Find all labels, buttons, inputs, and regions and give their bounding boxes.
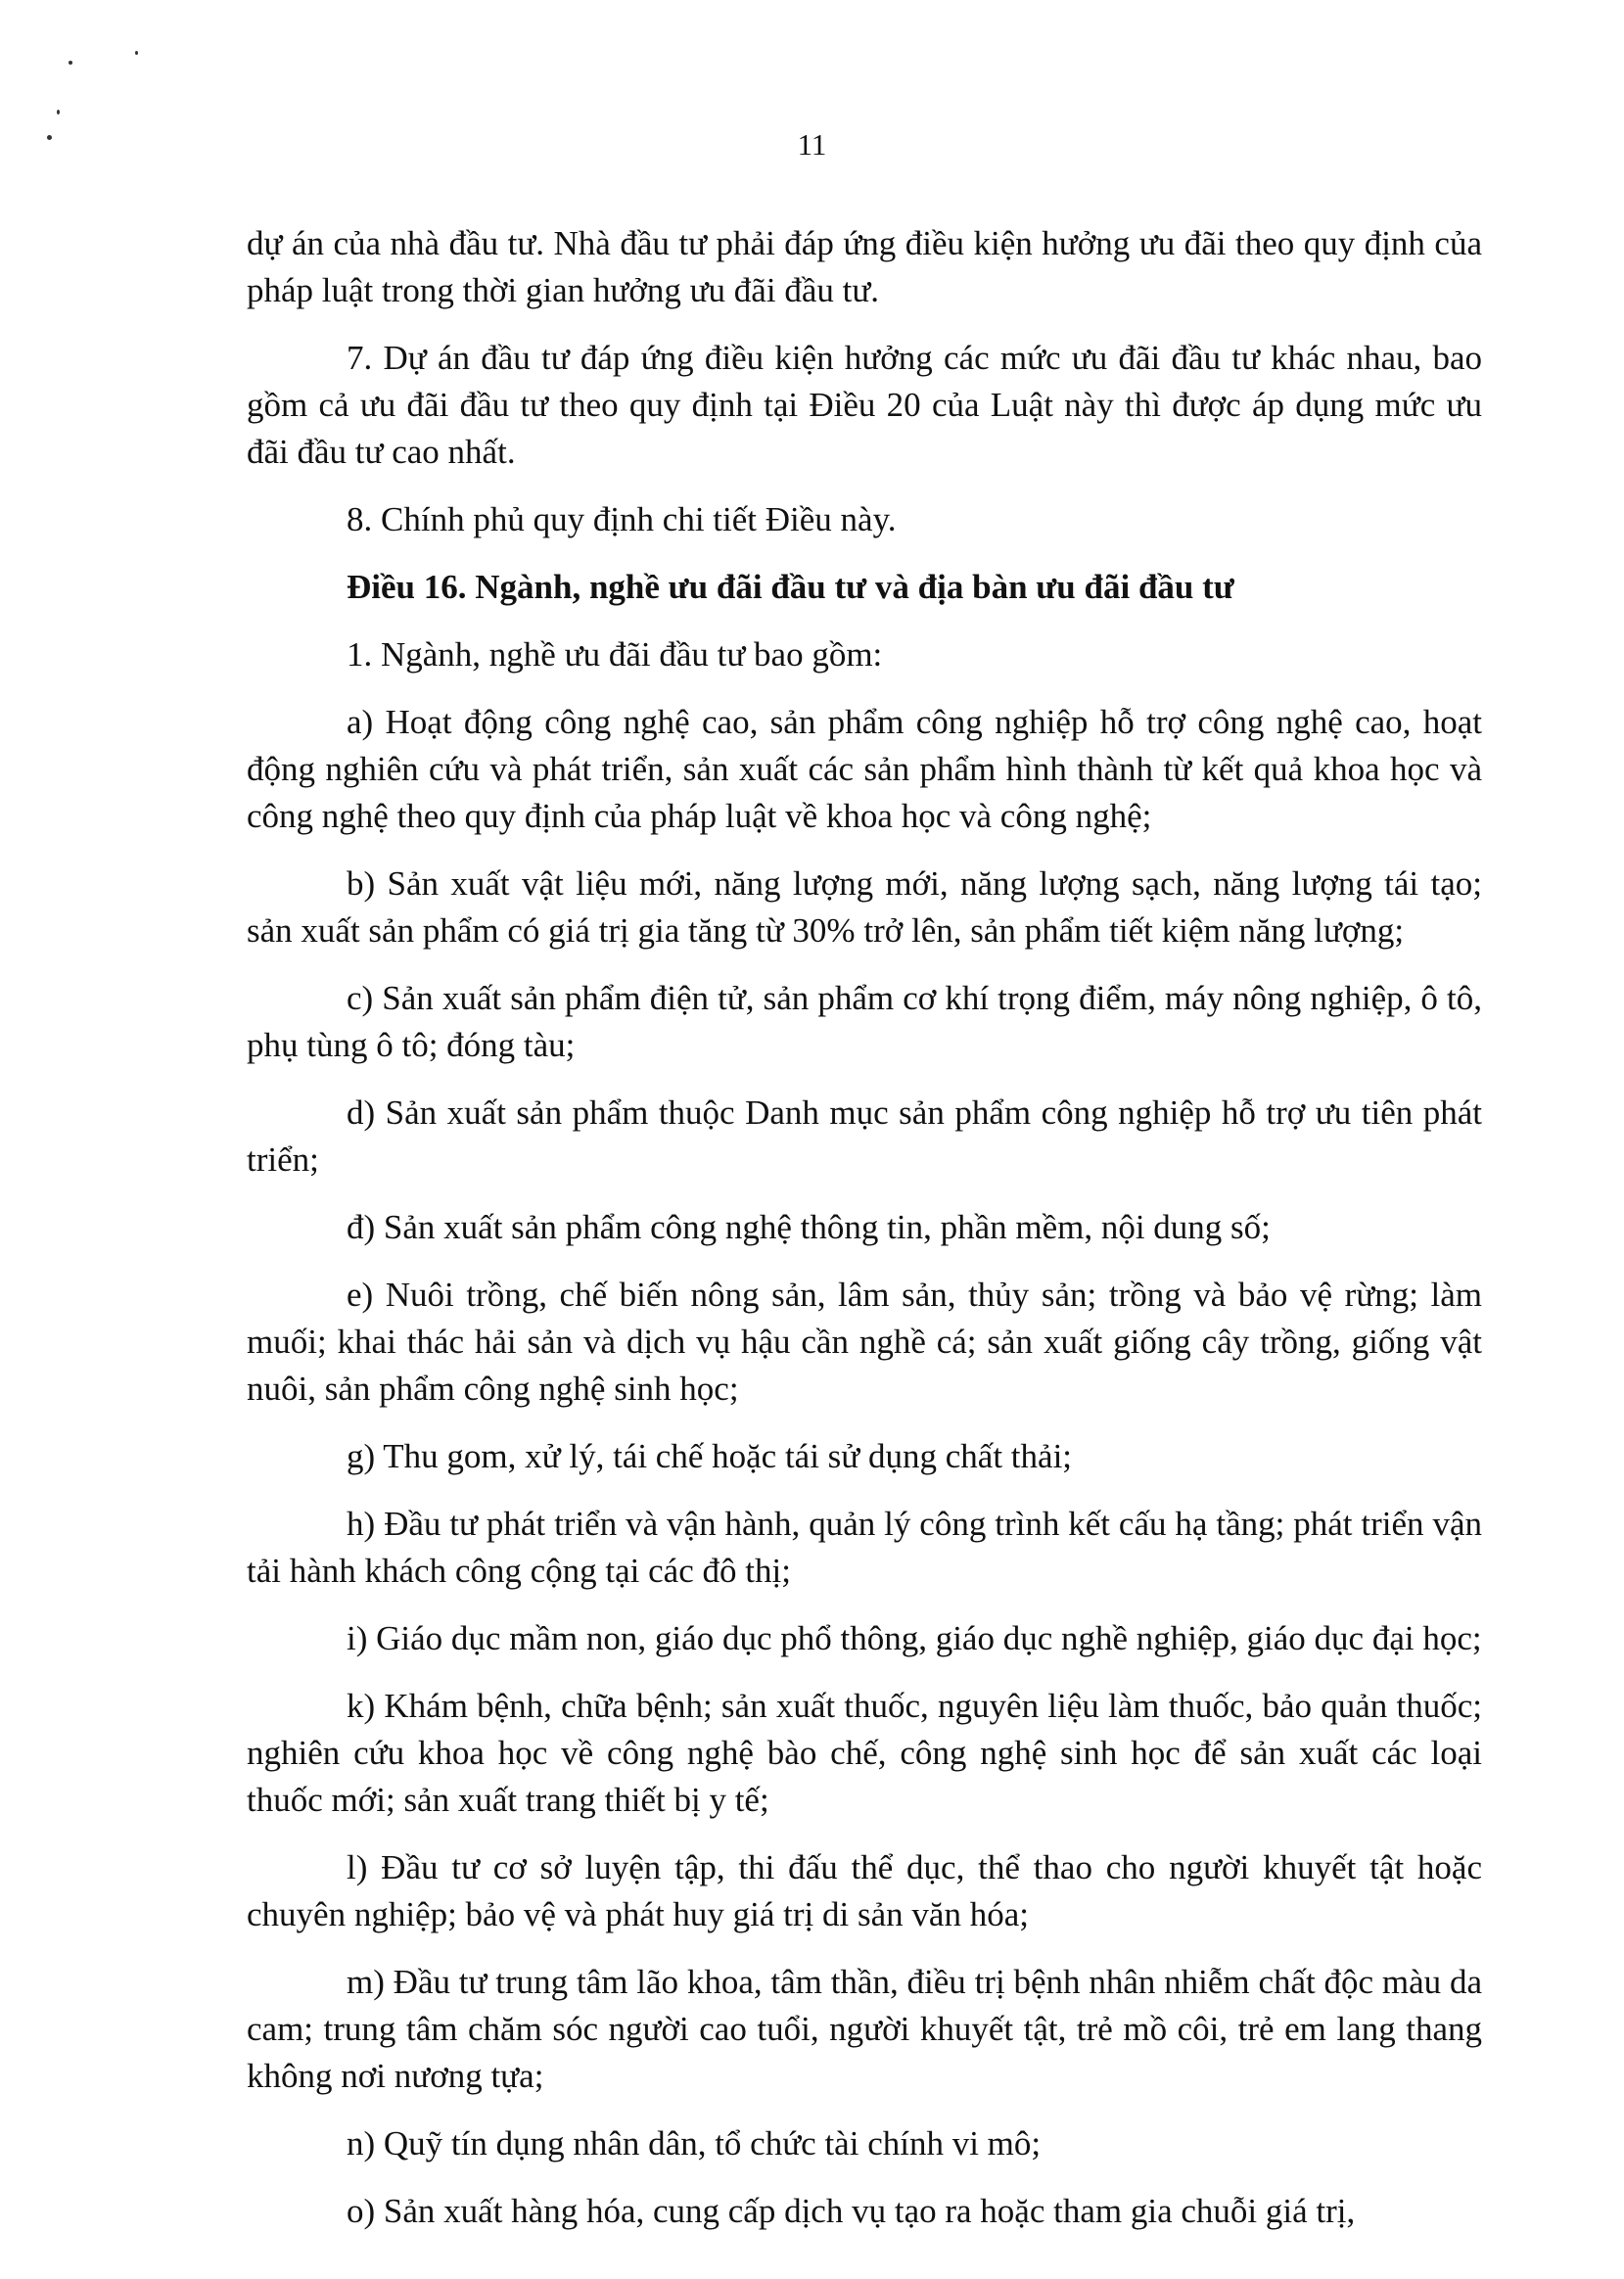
document-body — [247, 220, 1482, 2256]
paragraph-clause-7: 7. Dự án đầu tư đáp ứng điều kiện hưởng các mức ưu đãi đầu tư khác nhau, bao gồm cả ưu đãi đầu tư theo quy định tại Điều 20 của Luật này thì được áp dụng mức ưu đãi đầu tư cao nhất. — [247, 339, 1482, 471]
paragraph-clause-8: 8. Chính phủ quy định chi tiết Điều này. — [347, 500, 897, 538]
page-number: 11 — [797, 127, 827, 162]
list-item-l: l) Đầu tư cơ sở luyện tập, thi đấu thể dục, thể thao cho người khuyết tật hoặc chuyên nghiệp; bảo vệ và phát huy giá trị di sản văn hóa; — [247, 1848, 1482, 1933]
list-item-k: k) Khám bệnh, chữa bệnh; sản xuất thuốc, nguyên liệu làm thuốc, bảo quản thuốc; nghiên cứu khoa học về công nghệ bào chế, công nghệ sinh học để sản xuất các loại thuốc mới; sản xuất trang thiết bị y tế; — [247, 1687, 1482, 1819]
list-item-n: n) Quỹ tín dụng nhân dân, tổ chức tài chính vi mô; — [347, 2124, 1042, 2163]
scan-speck — [135, 51, 138, 55]
list-item-dd: đ) Sản xuất sản phẩm công nghệ thông tin, phần mềm, nội dung số; — [347, 1208, 1271, 1246]
scan-speck — [57, 110, 60, 115]
list-item-c: c) Sản xuất sản phẩm điện tử, sản phẩm cơ khí trọng điểm, máy nông nghiệp, ô tô, phụ tùng ô tô; đóng tàu; — [247, 979, 1482, 1064]
list-item-h: h) Đầu tư phát triển và vận hành, quản lý công trình kết cấu hạ tầng; phát triển vận tải hành khách công cộng tại các đô thị; — [247, 1505, 1482, 1590]
list-item-e: e) Nuôi trồng, chế biến nông sản, lâm sản, thủy sản; trồng và bảo vệ rừng; làm muối; khai thác hải sản và dịch vụ hậu cần nghề cá; sản xuất giống cây trồng, giống vật nuôi, sản phẩm công nghệ sinh học; — [247, 1276, 1482, 1408]
list-item-i: i) Giáo dục mầm non, giáo dục phổ thông, giáo dục nghề nghiệp, giáo dục đại học; — [347, 1619, 1482, 1657]
article-16-heading: Điều 16. Ngành, nghề ưu đãi đầu tư và địa bàn ưu đãi đầu tư — [347, 568, 1234, 606]
paragraph-clause-1: 1. Ngành, nghề ưu đãi đầu tư bao gồm: — [347, 635, 883, 674]
paragraph-continuation: dự án của nhà đầu tư. Nhà đầu tư phải đáp ứng điều kiện hưởng ưu đãi theo quy định của pháp luật trong thời gian hưởng ưu đãi đầu tư. — [247, 224, 1482, 309]
list-item-d: d) Sản xuất sản phẩm thuộc Danh mục sản phẩm công nghiệp hỗ trợ ưu tiên phát triển; — [247, 1093, 1482, 1179]
list-item-o: o) Sản xuất hàng hóa, cung cấp dịch vụ tạo ra hoặc tham gia chuỗi giá trị, — [347, 2192, 1356, 2230]
list-item-g: g) Thu gom, xử lý, tái chế hoặc tái sử dụng chất thải; — [347, 1437, 1073, 1475]
list-item-b: b) Sản xuất vật liệu mới, năng lượng mới, năng lượng sạch, năng lượng tái tạo; sản xuất sản phẩm có giá trị gia tăng từ 30% trở lên, sản phẩm tiết kiệm năng lượng; — [247, 864, 1482, 950]
scan-speck — [69, 61, 72, 65]
list-item-a: a) Hoạt động công nghệ cao, sản phẩm công nghiệp hỗ trợ công nghệ cao, hoạt động nghiên cứu và phát triển, sản xuất các sản phẩm hình thành từ kết quả khoa học và công nghệ theo quy định của pháp luật về khoa học và công nghệ; — [247, 703, 1482, 835]
list-item-m: m) Đầu tư trung tâm lão khoa, tâm thần, điều trị bệnh nhân nhiễm chất độc màu da cam; trung tâm chăm sóc người cao tuổi, người khuyết tật, trẻ mồ côi, trẻ em lang thang không nơi nương tựa; — [247, 1963, 1482, 2095]
